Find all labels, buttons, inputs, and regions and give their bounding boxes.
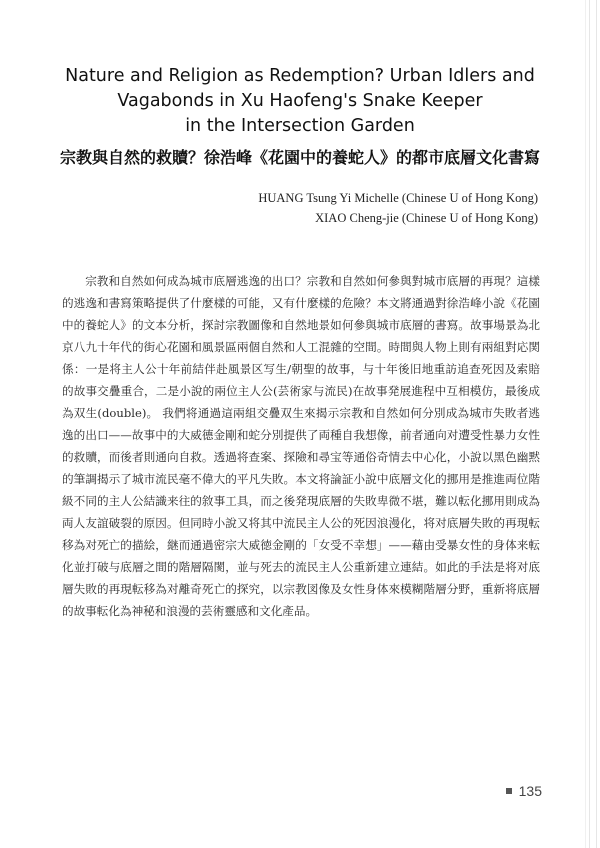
author-block bbox=[258, 188, 538, 228]
square-bullet-icon bbox=[506, 788, 512, 794]
chinese-title: 宗教與自然的救贖？徐浩峰《花園中的養蛇人》的都市底層文化書寫 bbox=[59, 148, 540, 167]
author-2: XIAO Cheng-jie (Chinese U of Hong Kong) bbox=[315, 211, 538, 225]
english-title bbox=[60, 64, 540, 139]
abstract-paragraph: 宗教和自然如何成為城市底層逃逸的出口？宗教和自然如何參與對城市底層的再現？這樣的逃逸和書寫策略提供了什麼樣的可能，又有什麼樣的危險？本文將通過對徐浩峰小說《花園中的養蛇人》的文本分析，探討宗教圖像和自然地景如何參與城市底層的書寫。故事場景為北京八九十年代的街心花園和風景區兩個自然和人工混雜的空間。時間與人物上則有兩組對応関係：一是将主人公十年前結伴赴風景区写生/朝聖的故事，与十年後旧地重訪追查死因及索賠的故事交疊重合，二是小說的兩位主人公(芸術家与流民)在故事発展進程中互相模仿，最後成為双生(double)。 我們将通過這兩組交疊双生來揭示宗教和自然如何分別成為城市失敗者逃逸的出口——故事中的大威德金剛和蛇分別提供了両種自我想像，前者通向对遭受性暴力女性的救贖，而後者則通向自救。透過将查案、探險和尋宝等通俗奇情去中心化，小說以黑色幽黙的筆調揭示了城市流民毫不偉大的平凡失敗。本文将論証小說中底層文化的挪用是推進両位階級不同的主人公結識来往的敘事工具，而之後発現底層的失敗卑微不堪，難以転化挪用則成為両人友誼破裂的原因。但同時小說又将其中流民主人公的死因浪漫化，将对底層失敗的再現転移為对死亡的描絵，継而通過密宗大威徳金剛的「女受不幸想」——藉由受暴女性的身体来転化並打破与底層之間的階層隔閡，並与死去的流民主人公重新建立連結。如此的手法是将对底層失敗的再現転移為对離奇死亡的探究，以宗教図像及女性身体來模糊階層分野，重新将底層的故事転化為神秘和浪漫的芸術靈感和文化產品。 bbox=[62, 274, 540, 618]
english-title-line-3: in the Intersection Garden bbox=[185, 116, 415, 136]
english-title-line-1: Nature and Religion as Redemption? Urban Idlers and bbox=[65, 66, 535, 86]
english-title-line-2: Vagabonds in Xu Haofeng's Snake Keeper bbox=[117, 91, 483, 111]
page-footer bbox=[506, 783, 542, 799]
author-1: HUANG Tsung Yi Michelle (Chinese U of Hong Kong) bbox=[258, 191, 538, 205]
page-number: 135 bbox=[518, 783, 542, 799]
page-right-rule bbox=[585, 0, 586, 848]
page-edge-lines bbox=[589, 0, 597, 848]
